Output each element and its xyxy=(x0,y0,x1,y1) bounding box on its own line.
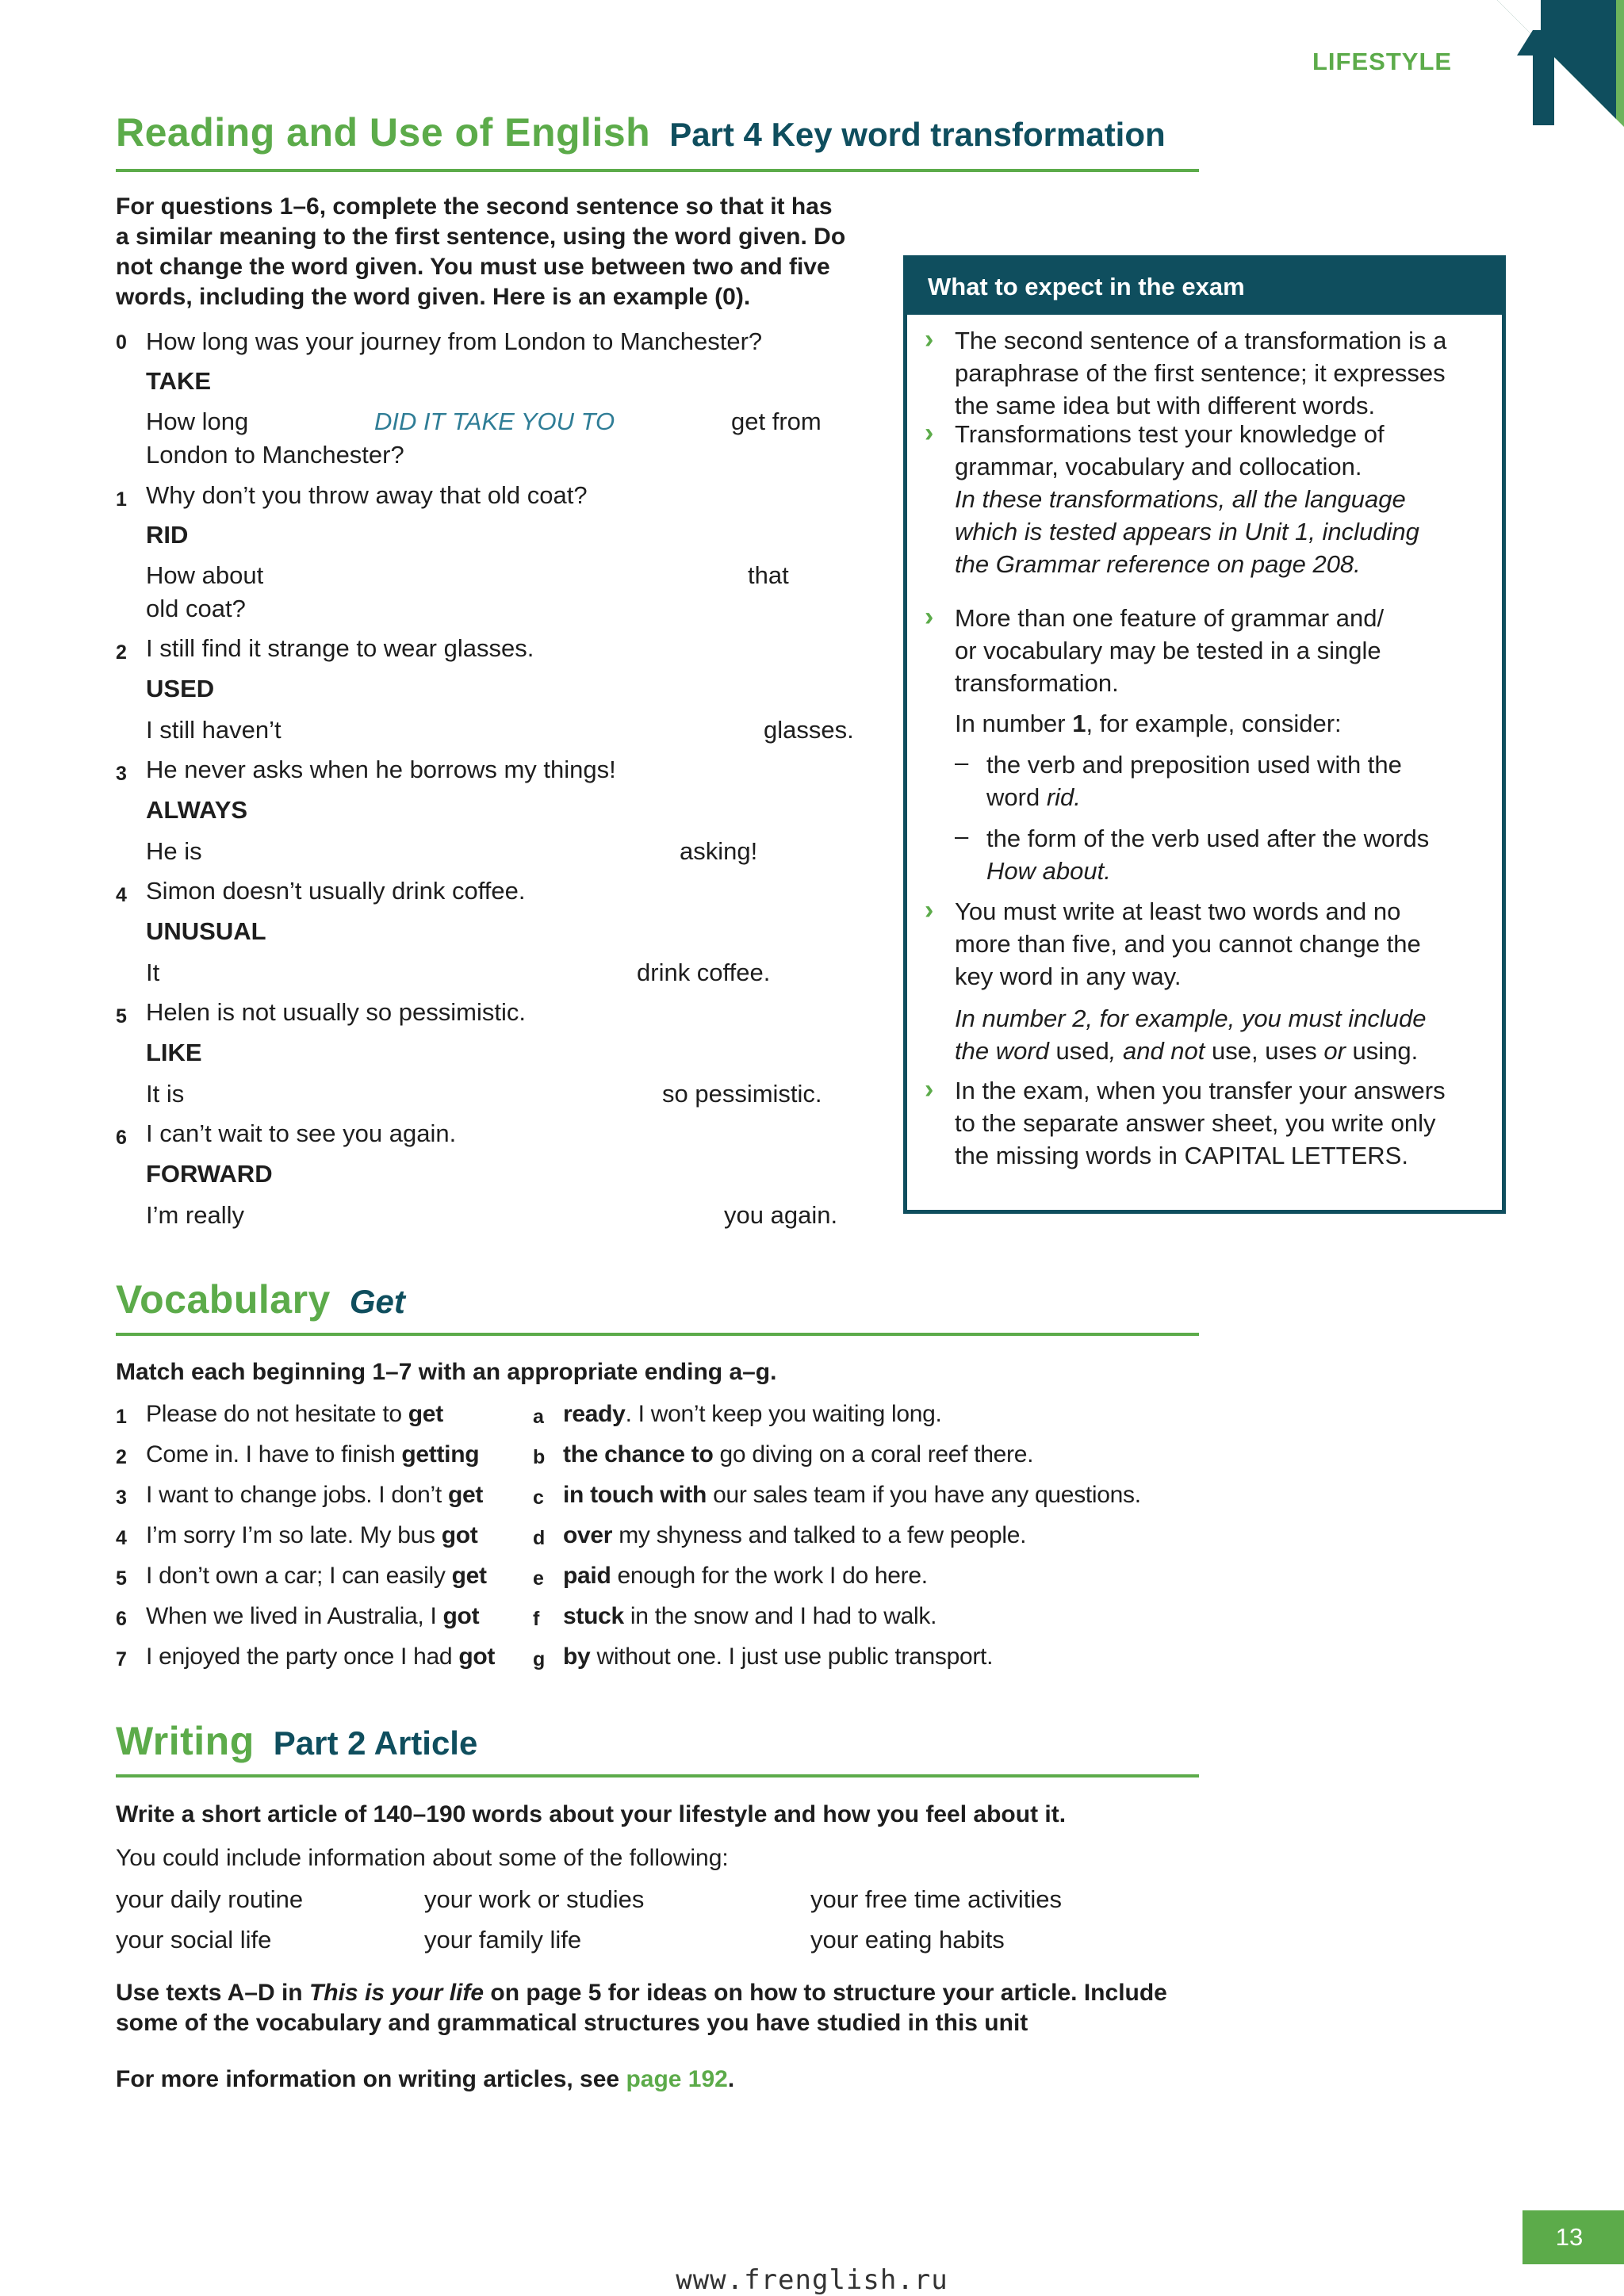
key-word: USED xyxy=(146,675,215,702)
dash-bullet: – xyxy=(955,748,969,776)
chevron-right-icon: › xyxy=(925,602,934,632)
chevron-right-icon: › xyxy=(925,418,934,448)
sentence-start: How about xyxy=(146,561,264,589)
list-item: by without one. I just use public transport. xyxy=(563,1644,994,1670)
page-link[interactable]: page 192 xyxy=(626,2066,728,2092)
sentence-continuation: London to Manchester? xyxy=(146,441,404,469)
sentence-end: you again. xyxy=(724,1201,838,1229)
reading-instructions xyxy=(116,192,893,312)
key-word: FORWARD xyxy=(146,1160,273,1188)
option-item: your family life xyxy=(424,1926,582,1954)
sentence-end: that xyxy=(748,561,789,589)
tip-text: The second sentence of a transformation is a paraphrase of the first sentence; it expresses the same idea but with different words. xyxy=(955,327,1447,419)
exam-tips-box xyxy=(903,255,1506,1214)
section-label: LIFESTYLE xyxy=(1312,48,1453,75)
list-item: Come in. I have to finish getting xyxy=(146,1441,480,1468)
list-item: ready. I won’t keep you waiting long. xyxy=(563,1401,942,1427)
instruction-line: For questions 1–6, complete the second sentence so that it has xyxy=(116,193,833,220)
sentence-end: so pessimistic. xyxy=(662,1080,822,1108)
key-word: LIKE xyxy=(146,1039,202,1066)
question-sentence: Simon doesn’t usually drink coffee. xyxy=(146,877,526,905)
sentence-start: I still haven’t xyxy=(146,716,282,744)
option-item: your daily routine xyxy=(116,1885,304,1913)
example-answer: DID IT TAKE YOU TO xyxy=(374,408,615,435)
question-number: 5 xyxy=(116,1005,127,1027)
watermark: www.frenglish.ru xyxy=(676,2264,948,2296)
vocabulary-heading xyxy=(116,1276,405,1322)
vocabulary-subtitle: Get xyxy=(349,1283,405,1320)
list-item: the chance to go diving on a coral reef there. xyxy=(563,1441,1034,1468)
reading-subtitle: Part 4 Key word transformation xyxy=(669,116,1166,153)
tip-subpoint: the verb and preposition used with the word rid. xyxy=(986,751,1402,811)
writing-guidance: Use texts A–D in This is your life on page 5 for ideas on how to structure your article. Include some of the vocabulary and grammatical structures you have studied in this unit xyxy=(116,1980,1167,2036)
instruction-line: not change the word given. You must use between two and five xyxy=(116,254,830,280)
question-sentence: He never asks when he borrows my things! xyxy=(146,756,616,783)
list-item: I don’t own a car; I can easily get xyxy=(146,1563,487,1589)
option-item: your work or studies xyxy=(424,1885,645,1913)
question-number: 6 xyxy=(116,1127,127,1149)
sentence-start: It is xyxy=(146,1080,185,1108)
reading-title: Reading and Use of English xyxy=(116,110,651,155)
instruction-line: words, including the word given. Here is an example (0). xyxy=(116,284,751,310)
page-number: 13 xyxy=(1555,2223,1584,2251)
list-item: in touch with our sales team if you have any questions. xyxy=(563,1482,1141,1508)
vocabulary-title: Vocabulary xyxy=(116,1277,331,1322)
sentence-start: How long xyxy=(146,408,249,435)
list-item: paid enough for the work I do here. xyxy=(563,1563,928,1589)
exam-tips-title: What to expect in the exam xyxy=(907,259,1502,315)
list-item: When we lived in Australia, I got xyxy=(146,1603,480,1629)
question-number: 3 xyxy=(116,763,127,785)
sentence-end: drink coffee. xyxy=(637,959,771,986)
writing-heading xyxy=(116,1718,477,1764)
tip-text: Transformations test your knowledge of grammar, vocabulary and collocation. In these transformations, all the language which is tested appears in Unit 1, including the Grammar reference on page 208. xyxy=(955,420,1419,578)
unit-corner-icon xyxy=(1497,0,1624,127)
question-sentence: Helen is not usually so pessimistic. xyxy=(146,998,526,1026)
writing-rule xyxy=(116,1774,1199,1777)
chevron-right-icon: › xyxy=(925,895,934,925)
sentence-end: asking! xyxy=(680,837,758,865)
sentence-end: glasses. xyxy=(764,716,854,744)
question-number: 2 xyxy=(116,641,127,664)
key-word: RID xyxy=(146,521,189,549)
question-number: 4 xyxy=(116,884,127,906)
writing-title: Writing xyxy=(116,1719,255,1763)
chevron-right-icon: › xyxy=(925,324,934,354)
vocabulary-rule xyxy=(116,1333,1199,1336)
key-word: UNUSUAL xyxy=(146,917,266,945)
question-sentence: I still find it strange to wear glasses. xyxy=(146,634,534,662)
sentence-continuation: old coat? xyxy=(146,595,246,622)
option-item: your social life xyxy=(116,1926,272,1954)
sentence-start: It xyxy=(146,959,160,986)
question-sentence: Why don’t you throw away that old coat? xyxy=(146,481,588,509)
instruction-line: a similar meaning to the first sentence, using the word given. Do xyxy=(116,224,846,250)
list-item: stuck in the snow and I had to walk. xyxy=(563,1603,937,1629)
writing-intro: You could include information about some of the following: xyxy=(116,1845,729,1871)
writing-subtitle: Part 2 Article xyxy=(273,1724,478,1762)
sentence-start: He is xyxy=(146,837,202,865)
list-item: Please do not hesitate to get xyxy=(146,1401,443,1427)
list-item: I want to change jobs. I don’t get xyxy=(146,1482,484,1508)
dash-bullet: – xyxy=(955,822,969,850)
writing-more-info: For more information on writing articles, see page 192. xyxy=(116,2066,735,2092)
list-item: I enjoyed the party once I had got xyxy=(146,1644,496,1670)
option-item: your eating habits xyxy=(810,1926,1005,1954)
key-word: TAKE xyxy=(146,367,212,395)
vocabulary-instructions: Match each beginning 1–7 with an appropriate ending a–g. xyxy=(116,1359,777,1385)
reading-rule xyxy=(116,169,1199,172)
list-item: I’m sorry I’m so late. My bus got xyxy=(146,1522,478,1548)
question-number: 1 xyxy=(116,488,127,511)
sentence-end: get from xyxy=(731,408,822,435)
list-item: over my shyness and talked to a few people. xyxy=(563,1522,1027,1548)
question-sentence: I can’t wait to see you again. xyxy=(146,1119,457,1147)
chevron-right-icon: › xyxy=(925,1074,934,1104)
tip-text: In the exam, when you transfer your answers to the separate answer sheet, you write only the missing words in CAPITAL LETTERS. xyxy=(955,1077,1446,1169)
tip-subpoint: the form of the verb used after the words How about. xyxy=(986,825,1430,885)
tip-text: You must write at least two words and no more than five, and you cannot change the key word in any way. xyxy=(955,897,1421,990)
tip-text: More than one feature of grammar and/ or vocabulary may be tested in a single transformation. xyxy=(955,604,1385,697)
question-sentence: How long was your journey from London to Manchester? xyxy=(146,327,763,355)
tip-consider: In number 1, for example, consider: xyxy=(955,710,1342,737)
key-word: ALWAYS xyxy=(146,796,248,824)
writing-task: Write a short article of 140–190 words about your lifestyle and how you feel about it. xyxy=(116,1801,1067,1827)
question-number: 0 xyxy=(116,331,127,354)
tip-example: In number 2, for example, you must include the word used, and not use, uses or using. xyxy=(955,1004,1427,1065)
sentence-start: I’m really xyxy=(146,1201,245,1229)
option-item: your free time activities xyxy=(810,1885,1062,1913)
reading-heading xyxy=(116,109,1166,155)
